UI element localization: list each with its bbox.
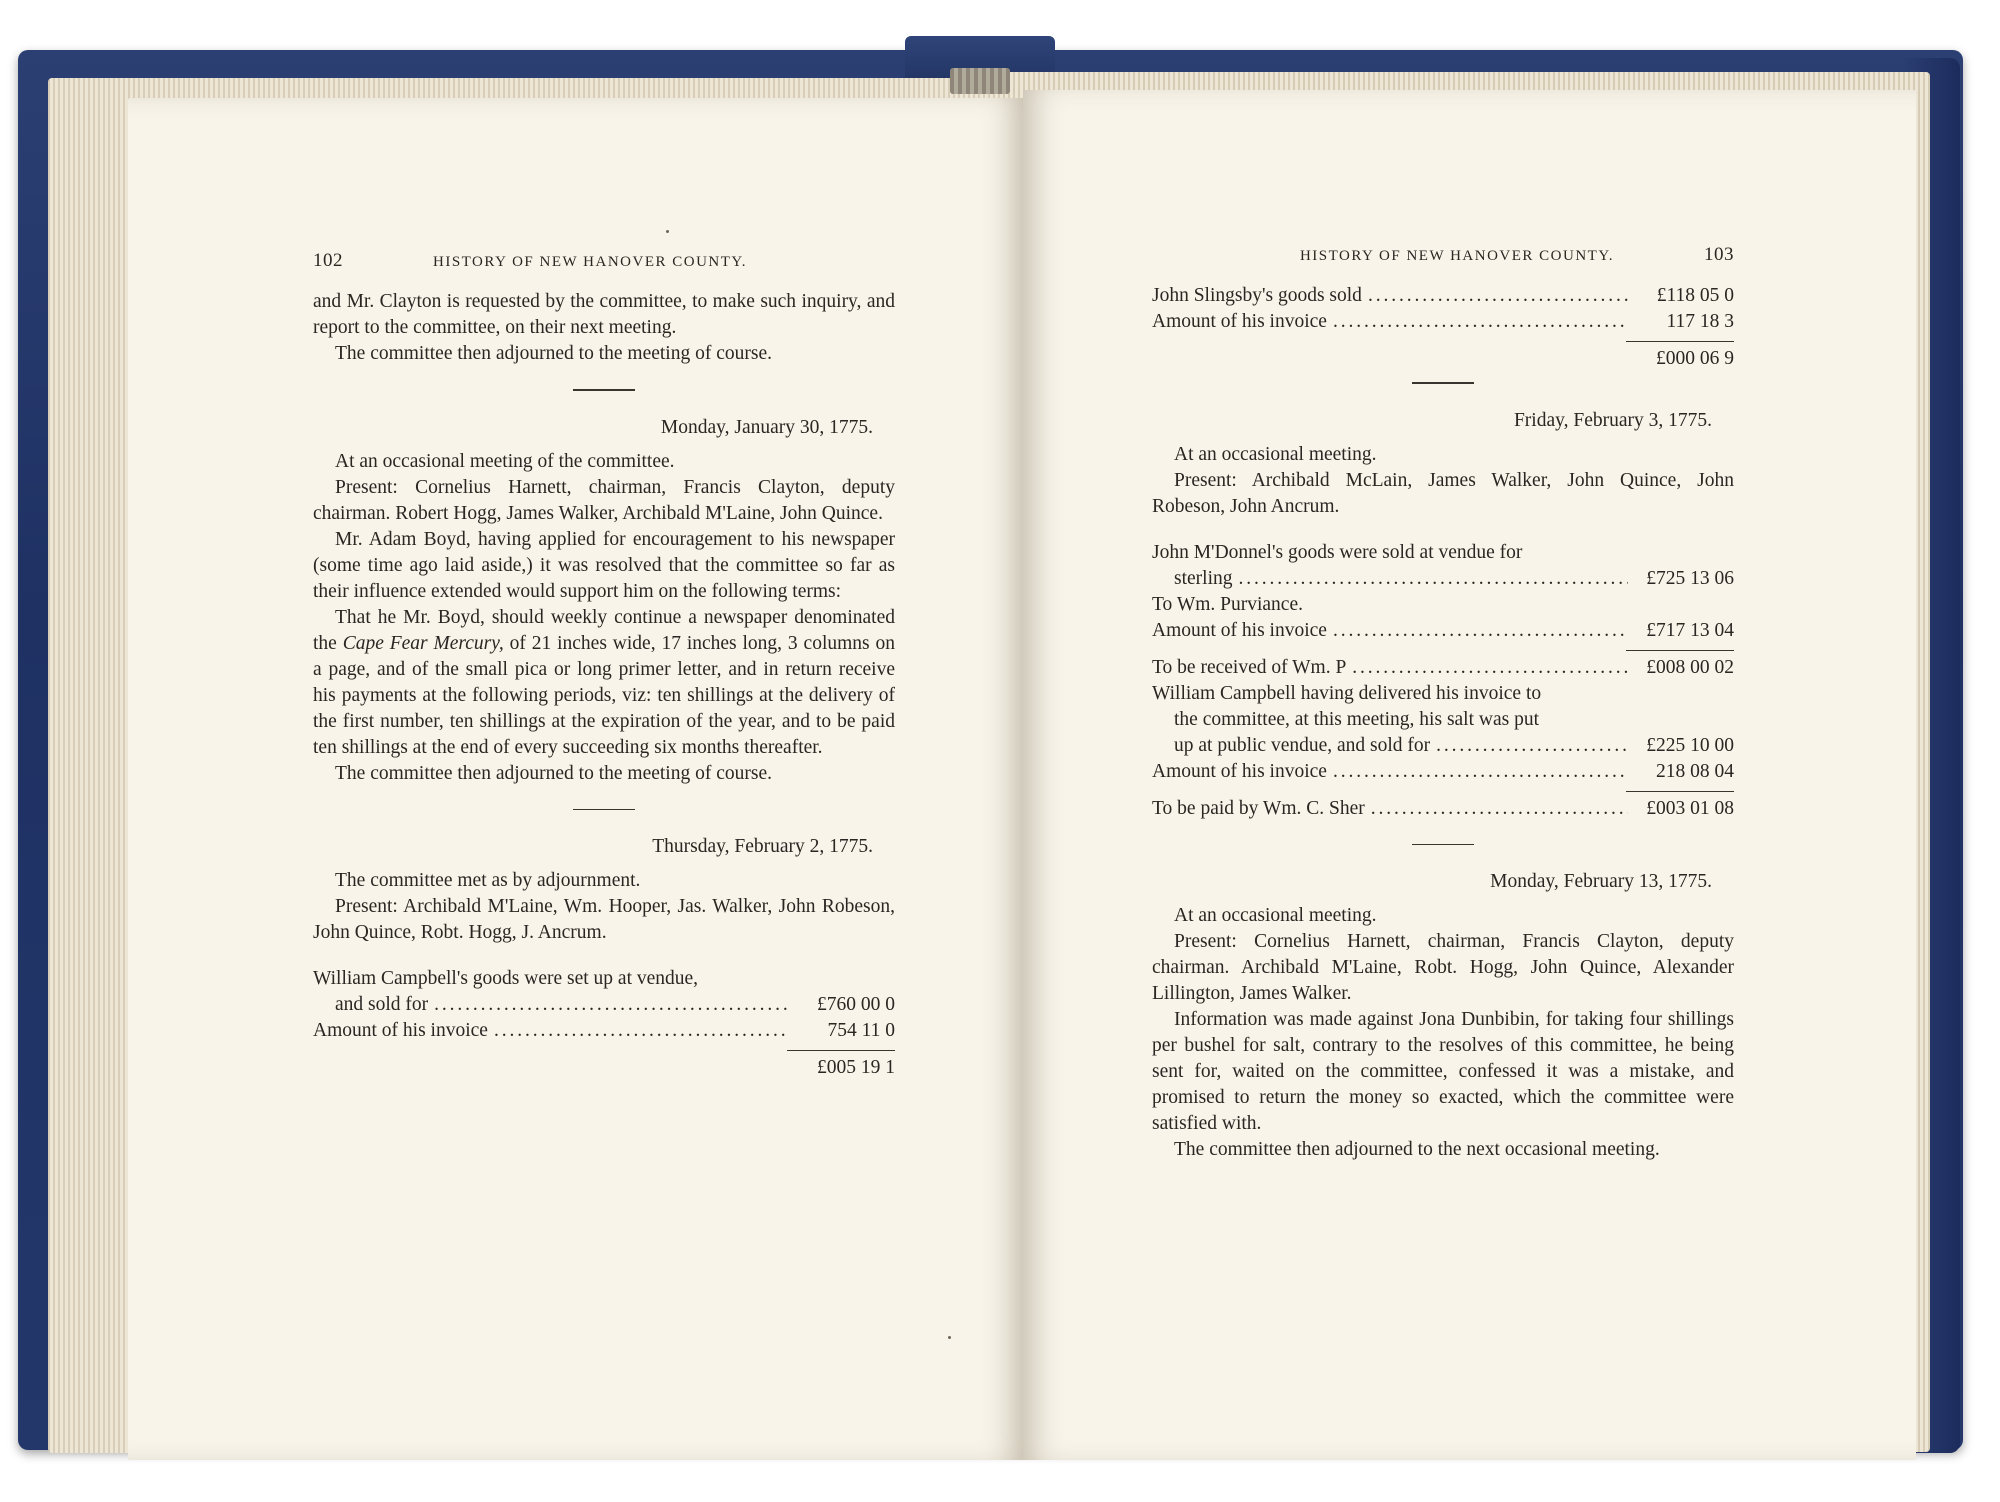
section-rule: [1412, 382, 1474, 384]
newspaper-title: Cape Fear Mercury,: [342, 632, 504, 654]
paragraph: The committee then adjourned to the next occasional meeting.: [1174, 1139, 1660, 1160]
sum-rule: [1152, 644, 1734, 655]
account-desc: To be received of Wm. P: [1152, 656, 1347, 678]
paragraph: Mr. Adam Boyd, having applied for encouragement to his newspaper (some time ago laid aside,) it was resolved that the committee so far as their influence extended would support him on the following terms:: [313, 528, 895, 602]
account-total: £005 19 1: [817, 1057, 895, 1078]
date-heading: Monday, January 30, 1775.: [660, 416, 873, 438]
section-rule: [573, 389, 635, 391]
account-line: William Campbell's goods were set up at vendue,: [313, 968, 699, 989]
date-heading: Monday, February 13, 1775.: [1490, 871, 1712, 892]
account-row: [1152, 733, 1734, 759]
account-row: [1152, 655, 1734, 681]
paragraph: At an occasional meeting of the committee.: [335, 450, 675, 472]
account-desc: sterling: [1174, 567, 1233, 589]
right-running-head: [1152, 242, 1734, 269]
paragraph: and Mr. Clayton is requested by the committee, to make such inquiry, and report to the committee, on their next meeting.: [313, 291, 895, 338]
account-amount: £725 13 06: [1646, 567, 1734, 589]
account-desc: John Slingsby's goods sold: [1152, 285, 1362, 306]
account-desc: Amount of his invoice: [313, 1020, 488, 1041]
left-running-title: HISTORY OF NEW HANOVER COUNTY.: [433, 254, 748, 270]
paragraph: Present: Cornelius Harnett, chairman, Francis Clayton, deputy chairman. Robert Hogg, James Walker, Archibald M'Laine, John Quince.: [313, 476, 895, 524]
account-amount: £717 13 04: [1646, 619, 1734, 641]
account-desc: Amount of his invoice: [1152, 311, 1327, 332]
paragraph: At an occasional meeting.: [1174, 443, 1377, 465]
account-row: [1152, 759, 1734, 785]
paragraph: Information was made against Jona Dunbibin, for taking four shillings per bushel for salt, contrary to the resolves of this committee, he being sent for, waited on the committee, confessed it was a mistake, and promised to return the money so exacted, which the committee were satisfied with.: [1152, 1009, 1734, 1134]
account-line: John M'Donnel's goods were sold at vendue for: [1152, 541, 1523, 563]
paragraph: The committee met as by adjournment.: [335, 870, 641, 891]
account-row: [1152, 618, 1734, 644]
account-amount: 218 08 04: [1656, 760, 1734, 782]
date-heading: Thursday, February 2, 1775.: [652, 836, 873, 857]
account-row: [313, 1018, 895, 1044]
account-desc: Amount of his invoice: [1152, 760, 1327, 782]
sum-rule: [1152, 335, 1734, 346]
left-page-number: 102: [313, 250, 343, 271]
sum-rule: [313, 1044, 895, 1055]
section-rule: [1412, 844, 1474, 846]
account-row: [1152, 309, 1734, 335]
account-total: £000 06 9: [1656, 348, 1734, 369]
account-amount: 117 18 3: [1666, 311, 1734, 332]
paragraph: Present: Archibald M'Laine, Wm. Hooper, Jas. Walker, John Robeson, John Quince, Robt. Hogg, J. Ancrum.: [313, 896, 895, 943]
account-desc: and sold for: [335, 994, 429, 1015]
paragraph: At an occasional meeting.: [1174, 905, 1377, 926]
account-amount: 754 11 0: [827, 1020, 895, 1041]
account-line: To Wm. Purviance.: [1152, 593, 1303, 615]
account-line: the committee, at this meeting, his salt was put: [1174, 708, 1540, 730]
account-amount: £760 00 0: [817, 994, 895, 1015]
paragraph-text: of 21 inches wide, 17 inches long, 3 columns on a page, and of the small pica or long primer letter, and in return receive his payments at the following periods, viz: ten shillings at the delivery of the first number, ten shillings at the expiration of the year, and to be paid ten shillings at the end of every succeeding six months thereafter.: [313, 632, 896, 758]
account-amount: £118 05 0: [1656, 285, 1734, 306]
account-amount: £008 00 02: [1646, 656, 1734, 678]
paragraph: The committee then adjourned to the meeting of course.: [335, 762, 772, 784]
account-desc: up at public vendue, and sold for: [1174, 734, 1431, 756]
paragraph: Present: Archibald McLain, James Walker, John Quince, John Robeson, John Ancrum.: [1152, 469, 1734, 517]
section-rule: [573, 809, 635, 811]
paragraph-text: That he Mr. Boyd, should weekly continue a newspaper denominated the: [313, 606, 895, 654]
page-speck: [666, 230, 669, 233]
account-row: [1152, 283, 1734, 309]
paragraph: The committee then adjourned to the meeting of course.: [335, 343, 772, 364]
account-row: [313, 992, 895, 1018]
paragraph: Present: Cornelius Harnett, chairman, Francis Clayton, deputy chairman. Archibald M'Laine, Robt. Hogg, John Quince, Alexander Lillington, James Walker.: [1152, 931, 1734, 1004]
paragraph: [313, 605, 895, 761]
book-headband: [950, 68, 1010, 94]
account-line: William Campbell having delivered his invoice to: [1152, 682, 1542, 704]
account-desc: To be paid by Wm. C. Sher: [1152, 797, 1365, 819]
account-amount: £003 01 08: [1646, 797, 1734, 819]
right-page-text: [1152, 242, 1734, 1163]
account-amount: £225 10 00: [1646, 734, 1734, 756]
right-running-title: HISTORY OF NEW HANOVER COUNTY.: [1299, 248, 1614, 264]
left-page-text: [313, 248, 895, 1081]
account-row: [1152, 796, 1734, 822]
right-page-number: 103: [1704, 244, 1734, 265]
account-desc: Amount of his invoice: [1152, 619, 1327, 641]
account-row: [1152, 566, 1734, 592]
page-speck: [948, 1336, 951, 1339]
date-heading: Friday, February 3, 1775.: [1513, 409, 1712, 431]
left-running-head: [313, 248, 895, 275]
sum-rule: [1152, 785, 1734, 796]
